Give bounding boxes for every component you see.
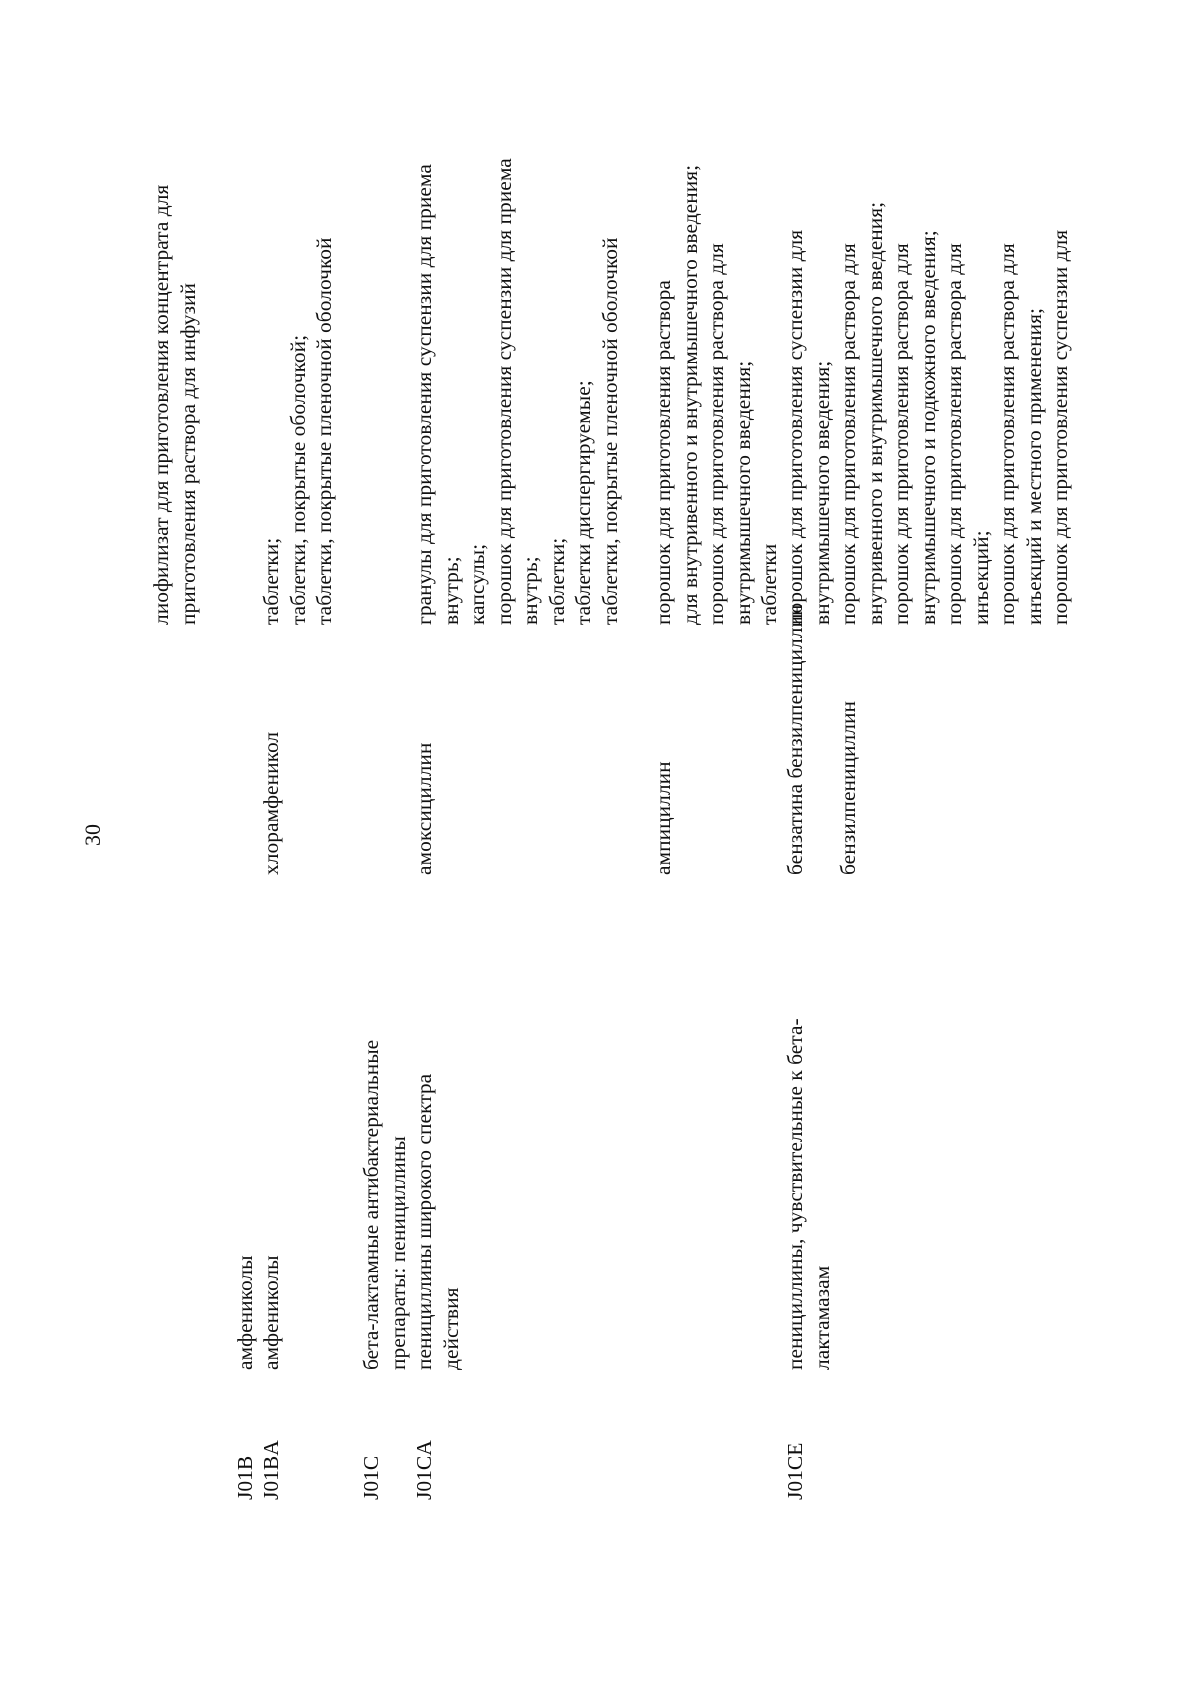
group-line: препараты: пенициллины bbox=[385, 1136, 410, 1370]
form-line: порошок для приготовления раствора для bbox=[995, 243, 1019, 625]
drug-name-line: хлорамфеникол bbox=[259, 731, 283, 875]
atc-code-j01ce: J01CE bbox=[783, 1442, 807, 1500]
group-line: бета-лактамные антибактериальные bbox=[359, 1039, 383, 1370]
atc-code-j01ca: J01CA bbox=[412, 1440, 436, 1500]
form-line: гранулы для приготовления суспензии для приема bbox=[412, 164, 436, 625]
form-line: порошок для приготовления раствора для bbox=[704, 243, 728, 625]
atc-code-j01b: J01B bbox=[233, 1455, 257, 1500]
form-line: лиофилизат для приготовления концентрата для bbox=[149, 184, 173, 625]
form-line: порошок для приготовления раствора для bbox=[836, 243, 860, 625]
group-name-j01c bbox=[358, 1040, 411, 1370]
forms-ampicillin bbox=[650, 165, 783, 625]
group-name-j01ce bbox=[782, 1018, 835, 1370]
forms-amoxicillin bbox=[411, 158, 623, 625]
drug-name-line: бензатина бензилпенициллин bbox=[783, 604, 807, 875]
drug-name-benzylpenicillin bbox=[835, 701, 862, 875]
form-line: таблетки, покрытые пленочной оболочкой bbox=[312, 237, 336, 625]
form-line: порошок для приготовления суспензии для bbox=[783, 229, 807, 625]
atc-code-j01ba: J01BA bbox=[259, 1440, 283, 1500]
group-name-j01b bbox=[232, 1255, 259, 1370]
atc-code-j01c: J01C bbox=[359, 1455, 383, 1500]
group-line: амфениколы bbox=[259, 1255, 283, 1370]
form-line: внутрь; bbox=[438, 556, 463, 625]
form-line: внутривенного и внутримышечного введения; bbox=[862, 201, 887, 625]
page-number: 30 bbox=[80, 824, 105, 846]
form-line: порошок для приготовления суспензии для bbox=[1048, 229, 1072, 625]
form-line: внутримышечного и подкожного введения; bbox=[915, 230, 940, 625]
form-line: внутримышечного введения; bbox=[730, 360, 755, 625]
form-line: таблетки; bbox=[259, 537, 283, 625]
drug-name-line: бензилпенициллин bbox=[836, 701, 860, 875]
group-line: пенициллины широкого спектра bbox=[412, 1073, 436, 1370]
form-line: таблетки, покрытые пленочной оболочкой bbox=[597, 237, 622, 625]
group-line: амфениколы bbox=[233, 1255, 257, 1370]
form-line: таблетки bbox=[757, 543, 781, 625]
group-line: пенициллины, чувствительные к бета- bbox=[783, 1018, 807, 1370]
drug-name-amoxicillin bbox=[411, 743, 438, 875]
group-line: действия bbox=[438, 1287, 463, 1370]
drug-name-ampicillin bbox=[650, 761, 677, 875]
form-line: таблетки диспергируемые; bbox=[571, 380, 595, 625]
form-line: инъекций; bbox=[968, 530, 993, 625]
form-line: капсулы; bbox=[465, 543, 489, 625]
form-line: порошок для приготовления суспензии для приема bbox=[491, 158, 516, 625]
form-line: порошок для приготовления раствора bbox=[651, 280, 675, 625]
forms-benzathine-benzylpenicillin bbox=[782, 230, 835, 625]
form-continuation bbox=[148, 185, 201, 625]
group-line: лактамазам bbox=[809, 1265, 834, 1370]
forms-benzylpenicillin bbox=[835, 202, 1074, 625]
group-name-j01ba bbox=[258, 1255, 285, 1370]
form-line: таблетки; bbox=[544, 537, 569, 625]
form-line: таблетки, покрытые оболочкой; bbox=[285, 334, 310, 625]
form-line: инъекций и местного применения; bbox=[1021, 307, 1046, 625]
drug-name-line: амоксициллин bbox=[412, 742, 436, 875]
drug-name-benzathine-benzylpenicillin bbox=[782, 605, 809, 875]
form-line: для внутривенного и внутримышечного введения; bbox=[677, 164, 702, 625]
form-line: порошок для приготовления раствора для bbox=[889, 243, 913, 625]
form-line: порошок для приготовления раствора для bbox=[942, 243, 966, 625]
form-line: внутрь; bbox=[518, 556, 542, 625]
drug-name-chloramphenicol bbox=[258, 732, 285, 875]
form-line: внутримышечного введения; bbox=[809, 360, 834, 625]
group-name-j01ca bbox=[411, 1074, 464, 1370]
forms-chloramphenicol bbox=[258, 237, 338, 625]
drug-name-line: ампициллин bbox=[651, 761, 675, 875]
form-line: приготовления раствора для инфузий bbox=[175, 282, 200, 625]
